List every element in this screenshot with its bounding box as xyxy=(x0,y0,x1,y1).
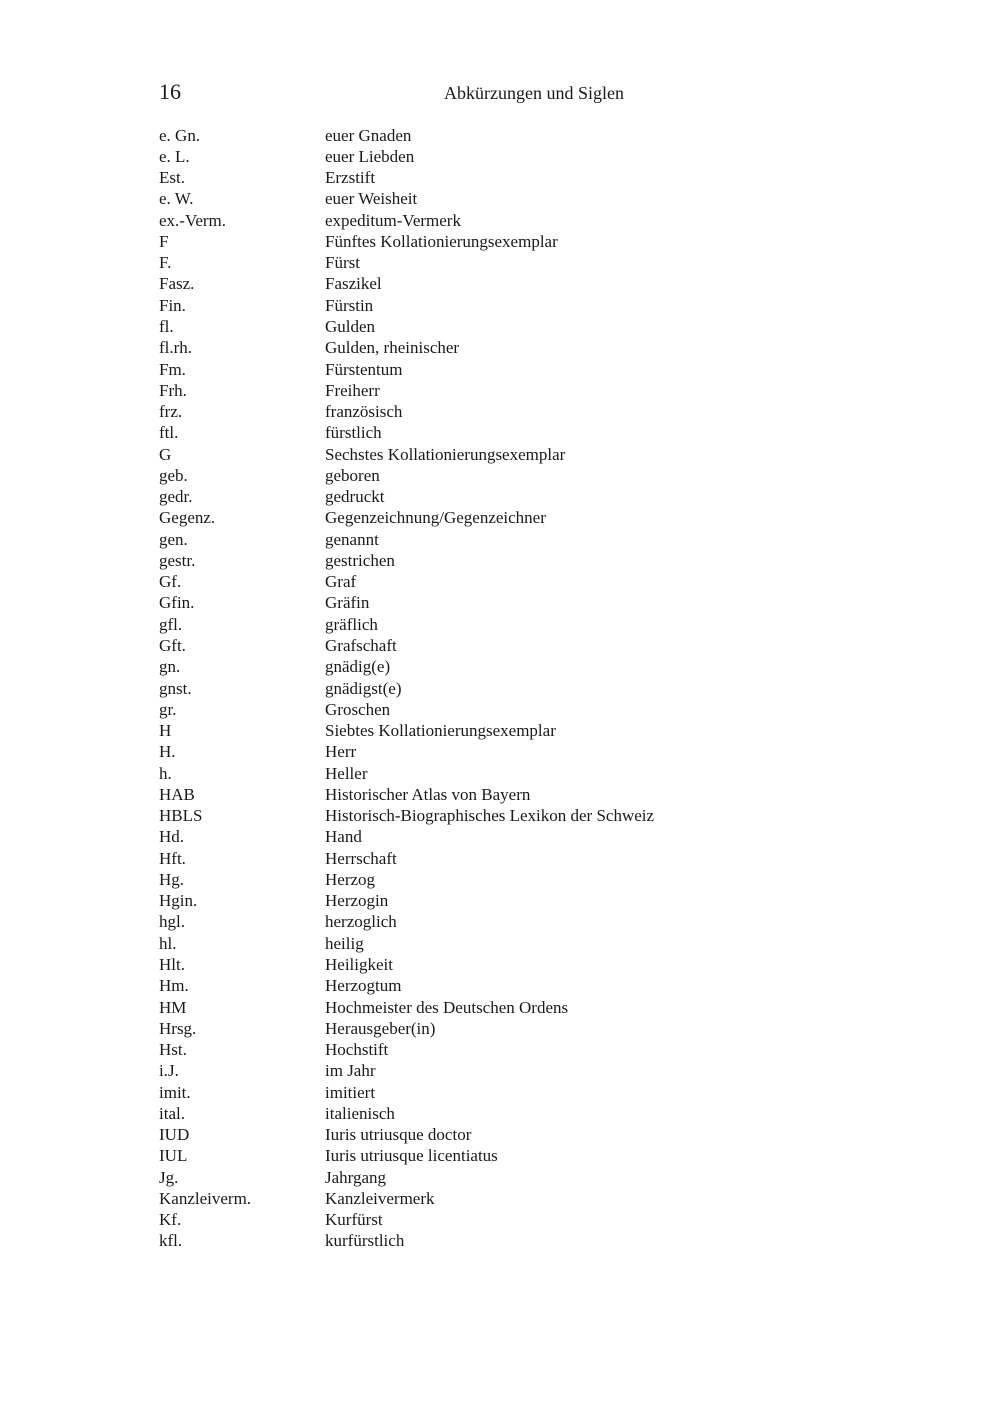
abbreviation-term: e. Gn. xyxy=(159,125,201,145)
abbreviation-term: Hm. xyxy=(159,976,189,996)
abbreviation-term: ex.-Verm. xyxy=(159,210,227,230)
abbreviation-term: gn. xyxy=(159,657,181,677)
abbreviation-meaning: Herr xyxy=(325,742,357,762)
abbreviation-row xyxy=(159,295,859,316)
abbreviation-meaning: Historischer Atlas von Bayern xyxy=(325,784,531,804)
abbreviation-row xyxy=(159,614,859,635)
abbreviation-meaning: Grafschaft xyxy=(325,636,397,655)
abbreviation-term: Fasz. xyxy=(159,274,195,294)
abbreviation-row xyxy=(159,550,859,571)
abbreviation-row xyxy=(159,635,859,656)
abbreviation-term: H. xyxy=(159,742,176,762)
abbreviation-row xyxy=(159,316,859,337)
abbreviation-term: frz. xyxy=(159,402,183,422)
abbreviation-meaning: Gulden xyxy=(325,317,376,337)
abbreviation-meaning: Sechstes Kollationierungsexemplar xyxy=(325,444,566,464)
abbreviation-meaning: Heller xyxy=(325,763,368,783)
abbreviation-meaning: geboren xyxy=(325,465,380,485)
abbreviation-meaning: Hochstift xyxy=(325,1040,389,1060)
abbreviation-meaning: Jahrgang xyxy=(325,1167,387,1187)
abbreviation-term: HBLS xyxy=(159,806,203,826)
abbreviation-term: HAB xyxy=(159,784,195,804)
abbreviation-term: Hrsg. xyxy=(159,1018,197,1038)
abbreviation-meaning: Freiherr xyxy=(325,380,380,400)
abbreviation-row xyxy=(159,253,859,274)
abbreviation-row xyxy=(159,720,859,741)
abbreviation-meaning: Gräfin xyxy=(325,593,370,613)
abbreviation-meaning: gedruckt xyxy=(325,487,385,507)
abbreviation-term: Hft. xyxy=(159,848,186,868)
abbreviation-term: IUL xyxy=(159,1146,188,1166)
abbreviation-term: H xyxy=(159,721,172,741)
abbreviation-row xyxy=(159,401,859,422)
abbreviation-meaning: französisch xyxy=(325,402,403,422)
abbreviation-meaning: expeditum-Vermerk xyxy=(325,210,461,230)
abbreviation-meaning: Kanzleivermerk xyxy=(325,1188,435,1208)
abbreviation-row xyxy=(159,976,859,997)
abbreviation-row xyxy=(159,997,859,1018)
abbreviation-row xyxy=(159,1103,859,1124)
abbreviation-meaning: herzoglich xyxy=(325,912,397,932)
abbreviation-term: ftl. xyxy=(159,423,179,443)
abbreviation-term: Gft. xyxy=(159,636,186,655)
abbreviation-meaning: Fürstin xyxy=(325,295,374,315)
abbreviation-term: hl. xyxy=(159,933,177,953)
abbreviation-term: Est. xyxy=(159,168,185,188)
abbreviation-row xyxy=(159,1039,859,1060)
abbreviation-term: fl.rh. xyxy=(159,338,193,358)
abbreviation-term: Kanzleiverm. xyxy=(159,1188,252,1208)
abbreviation-row xyxy=(159,189,859,210)
abbreviation-term: gr. xyxy=(159,699,177,719)
abbreviation-row xyxy=(159,529,859,550)
abbreviation-term: gedr. xyxy=(159,487,193,507)
abbreviation-row xyxy=(159,274,859,295)
abbreviation-row xyxy=(159,827,859,848)
abbreviation-row xyxy=(159,231,859,252)
abbreviation-meaning: gestrichen xyxy=(325,550,395,570)
abbreviation-meaning: Graf xyxy=(325,572,357,592)
abbreviation-meaning: euer Liebden xyxy=(325,146,415,166)
abbreviation-term: Fin. xyxy=(159,295,186,315)
abbreviation-row xyxy=(159,1210,859,1231)
abbreviation-row xyxy=(159,1082,859,1103)
abbreviation-row xyxy=(159,954,859,975)
abbreviation-meaning: Historisch-Biographisches Lexikon der Schweiz xyxy=(325,806,655,826)
abbreviation-row xyxy=(159,1188,859,1209)
abbreviation-term: imit. xyxy=(159,1082,191,1102)
abbreviation-meaning: gräflich xyxy=(325,614,378,634)
abbreviation-row xyxy=(159,210,859,231)
abbreviation-row xyxy=(159,784,859,805)
abbreviation-row xyxy=(159,359,859,380)
abbreviation-meaning: Herzogin xyxy=(325,891,389,911)
abbreviation-row xyxy=(159,678,859,699)
abbreviation-term: hgl. xyxy=(159,912,185,932)
abbreviation-list xyxy=(159,125,859,1252)
abbreviation-meaning: Hand xyxy=(325,827,362,847)
abbreviation-row xyxy=(159,657,859,678)
abbreviation-row xyxy=(159,1061,859,1082)
abbreviation-row xyxy=(159,168,859,189)
abbreviation-meaning: im Jahr xyxy=(325,1061,376,1081)
abbreviation-term: ital. xyxy=(159,1103,185,1123)
abbreviation-meaning: gnädigst(e) xyxy=(325,678,402,698)
abbreviation-row xyxy=(159,1124,859,1145)
abbreviation-meaning: Herzogtum xyxy=(325,976,402,996)
abbreviation-row xyxy=(159,444,859,465)
abbreviation-term: i.J. xyxy=(159,1061,179,1081)
abbreviation-row xyxy=(159,593,859,614)
abbreviation-term: IUD xyxy=(159,1125,190,1145)
abbreviation-meaning: heilig xyxy=(325,933,364,953)
abbreviation-meaning: Iuris utriusque licentiatus xyxy=(325,1146,498,1166)
abbreviation-row xyxy=(159,338,859,359)
abbreviation-meaning: Fünftes Kollationierungsexemplar xyxy=(325,231,558,251)
abbreviation-meaning: Herzog xyxy=(325,869,376,889)
abbreviation-row xyxy=(159,912,859,933)
abbreviation-term: gfl. xyxy=(159,614,183,634)
abbreviation-row xyxy=(159,742,859,763)
abbreviation-meaning: Herausgeber(in) xyxy=(325,1018,436,1038)
abbreviation-row xyxy=(159,933,859,954)
abbreviation-row xyxy=(159,891,859,912)
abbreviation-term: Jg. xyxy=(159,1167,179,1187)
abbreviation-term: Kf. xyxy=(159,1210,182,1230)
abbreviation-meaning: Iuris utriusque doctor xyxy=(325,1125,472,1145)
abbreviation-meaning: Herrschaft xyxy=(325,848,397,868)
abbreviation-term: Frh. xyxy=(159,380,187,400)
abbreviation-row xyxy=(159,125,859,146)
abbreviation-row xyxy=(159,465,859,486)
abbreviation-term: Hlt. xyxy=(159,954,185,974)
abbreviation-meaning: imitiert xyxy=(325,1082,376,1102)
abbreviation-meaning: Faszikel xyxy=(325,274,382,294)
abbreviation-row xyxy=(159,763,859,784)
abbreviation-term: gen. xyxy=(159,529,188,549)
abbreviation-row xyxy=(159,806,859,827)
abbreviation-meaning: genannt xyxy=(325,529,379,549)
abbreviation-term: Fm. xyxy=(159,359,186,379)
abbreviation-term: Hg. xyxy=(159,869,185,889)
abbreviation-row xyxy=(159,487,859,508)
abbreviation-row xyxy=(159,1018,859,1039)
abbreviation-term: fl. xyxy=(159,317,174,337)
abbreviation-row xyxy=(159,1231,859,1252)
abbreviation-row xyxy=(159,699,859,720)
abbreviation-term: Hgin. xyxy=(159,891,198,911)
abbreviation-row xyxy=(159,1146,859,1167)
abbreviation-meaning: Heiligkeit xyxy=(325,954,393,974)
abbreviation-meaning: italienisch xyxy=(325,1103,395,1123)
abbreviation-meaning: euer Gnaden xyxy=(325,125,412,145)
abbreviation-row xyxy=(159,508,859,529)
abbreviation-row xyxy=(159,1167,859,1188)
running-title: Abkürzungen und Siglen xyxy=(444,83,624,103)
abbreviation-row xyxy=(159,869,859,890)
abbreviation-term: e. L. xyxy=(159,146,190,166)
abbreviation-term: G xyxy=(159,444,172,464)
abbreviation-meaning: kurfürstlich xyxy=(325,1231,405,1251)
abbreviation-meaning: euer Weisheit xyxy=(325,189,418,209)
abbreviation-term: kfl. xyxy=(159,1231,183,1251)
abbreviation-meaning: Gulden, rheinischer xyxy=(325,338,460,358)
abbreviation-term: HM xyxy=(159,997,187,1017)
abbreviation-term: e. W. xyxy=(159,189,194,209)
abbreviation-term: Gfin. xyxy=(159,593,195,613)
abbreviation-meaning: Siebtes Kollationierungsexemplar xyxy=(325,721,556,741)
abbreviation-meaning: Groschen xyxy=(325,699,391,719)
abbreviation-row xyxy=(159,380,859,401)
abbreviation-term: Hst. xyxy=(159,1040,187,1060)
abbreviation-term: F xyxy=(159,231,169,251)
abbreviation-term: geb. xyxy=(159,465,188,485)
abbreviation-meaning: Erzstift xyxy=(325,168,376,188)
abbreviation-term: h. xyxy=(159,763,172,783)
abbreviation-meaning: fürstlich xyxy=(325,423,382,443)
abbreviation-meaning: Gegenzeichnung/Gegenzeichner xyxy=(325,508,546,528)
abbreviation-term: Gf. xyxy=(159,572,182,592)
abbreviation-row xyxy=(159,146,859,167)
abbreviation-term: gestr. xyxy=(159,550,196,570)
abbreviation-row xyxy=(159,572,859,593)
abbreviation-term: Hd. xyxy=(159,827,185,847)
abbreviation-meaning: Kurfürst xyxy=(325,1210,383,1230)
abbreviation-meaning: gnädig(e) xyxy=(325,657,391,677)
abbreviation-meaning: Hochmeister des Deutschen Ordens xyxy=(325,997,569,1017)
abbreviation-term: F. xyxy=(159,253,172,273)
abbreviation-term: gnst. xyxy=(159,678,192,698)
abbreviation-row xyxy=(159,848,859,869)
abbreviation-row xyxy=(159,423,859,444)
abbreviation-meaning: Fürst xyxy=(325,253,360,273)
abbreviation-meaning: Fürstentum xyxy=(325,359,403,379)
page-number: 16 xyxy=(159,79,181,104)
abbreviation-term: Gegenz. xyxy=(159,508,216,528)
